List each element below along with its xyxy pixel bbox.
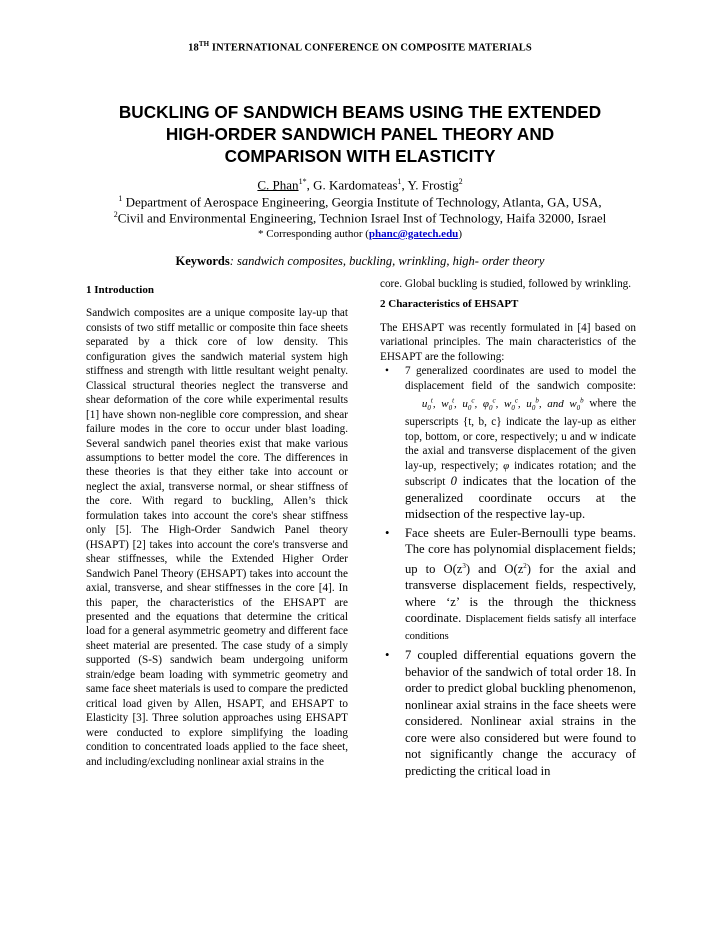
author-list: C. Phan$^{1*}$, G. Kardomateas$^1$, Y. Frostig$^2$ [257, 177, 463, 193]
keywords: Keywords: sandwich composites, buckling, wrinkling, high- order theory [175, 254, 545, 268]
corresponding-author: * Corresponding author (phanc@gatech.edu) [258, 228, 462, 240]
right-intro-text: core. Global buckling is studied, followed by wrinkling. [380, 278, 632, 290]
bullet-icon: • [385, 365, 389, 378]
author-1: C. Phan [257, 177, 299, 193]
bullet-face-sheets: • Face sheets are Euler-Bernoulli type beams. The core has polynomial displacement fields; up to $O(z^3)$ and $O(z^2)$ for the axial and transverse displacement fields, respectively, where ‘z’ is the through the thickness coordinate. Displacement fields satisfy all interface conditions [385, 525, 637, 642]
title-line-3: COMPARISON WITH ELASTICITY [224, 146, 496, 166]
introduction-body: Sandwich composites are a unique composite lay-up that consists of two stiff metallic or composite thin face sheets separated by a thick core of low density. This configuration gives the sandwich material system high stiffness and strength with little resultant weight penalty. Classical structural theories neglect the transverse and shear deformation of the core while experimental results [1] have shown non-neglible core compression, and shear failure modes in the core to occur under blast loading. Several sandwich panel theories exist that make various assumptions to better model the core. The differences in these theories is that they either take into account or neglect the axial, transverse normal, or shear stiffness of the core. With regard to buckling, Allen’s thick formulation takes into account the core's shear stiffness only [5]. The High-Order Sandwich Panel theory (HSAPT) [2] takes into account the core's transverse and shear stiffnesses, while the Extended Higher Order Sandwich Panel Theory (EHSAPT) takes into account the axial, transverse, and shear stiffnesses in the core [4]. In this paper, the characteristics of the EHSAPT are presented and the equations that determine the critical load for a general asymmetric geometry and different face sheet material are presented. The case study of a simply supported (S-S) sandwich beam undergoing uniform strain/edge beam loading with symmetric geometry and same face sheet materials is used to compare the predicted critical load given by Allen, HSAPT, and EHSAPT to Elasticity [3]. Three solution approaches using EHSAPT were conducted to explore simplifying the loading condition to concentrated loads applied to the face sheet, and including/excluding nonlinear axial strains in the [86, 307, 348, 768]
title-line-1: BUCKLING OF SANDWICH BEAMS USING THE EXTENDED [118, 102, 602, 122]
left-column [86, 283, 348, 769]
right-column [380, 277, 636, 779]
bullet-icon: • [385, 525, 390, 540]
bullet-generalized-coordinates: • 7 generalized coordinates are used to model the displacement field of the sandwich composite: $u_0^t$, $w_0^t$, $u_0^c$, $\varphi_0^c$, $w_0^c$, $u_0^b$, and $w_0^b$ where the superscripts {t, b, c} indicate the lay-up as either top, bottom, or core, respectively; u and w indicate the axial and transverse displacement of the given lay-up, respectively; φ indicates rotation; and the subscript 0 indicates that the location of the generalized coordinate occurs at the midsection of the respective lay-up. [385, 365, 637, 522]
title-line-2: HIGH-ORDER SANDWICH PANEL THEORY AND [165, 124, 555, 144]
affiliation-2: $^2$Civil and Environmental Engineering, Technion Israel Inst of Technology, Haifa 32000, Israel [113, 210, 607, 226]
paper-title [40, 101, 680, 167]
coordinates-equation: $u_0^t$, $w_0^t$, $u_0^c$, $\varphi_0^c$, $w_0^c$, $u_0^b$, and $w_0^b$ [405, 396, 584, 413]
section-heading-characteristics: 2 Characteristics of EHSAPT [380, 298, 519, 311]
conference-header: 18TH INTERNATIONAL CONFERENCE ON COMPOSITE MATERIALS [188, 40, 532, 54]
email-link[interactable]: phanc@gatech.edu [368, 228, 459, 240]
bullet-icon: • [385, 648, 390, 663]
section-heading-introduction: 1 Introduction [86, 284, 154, 296]
bullet-differential-equations: • 7 coupled differential equations govern the behavior of the sandwich of total order 18. In order to predict global buckling phenomenon, nonlinear axial strains in the face sheets were considered. Nonlinear axial strains in the core were also considered but were found to not significantly change the accuracy of predicting the critical load in [385, 648, 636, 778]
affiliation-1: $^1$ Department of Aerospace Engineering, Georgia Institute of Technology, Atlanta, GA, USA, [118, 194, 602, 210]
characteristics-paragraph: The EHSAPT was recently formulated in [4] based on variational principles. The main characteristics of the EHSAPT are the following: [380, 321, 636, 363]
